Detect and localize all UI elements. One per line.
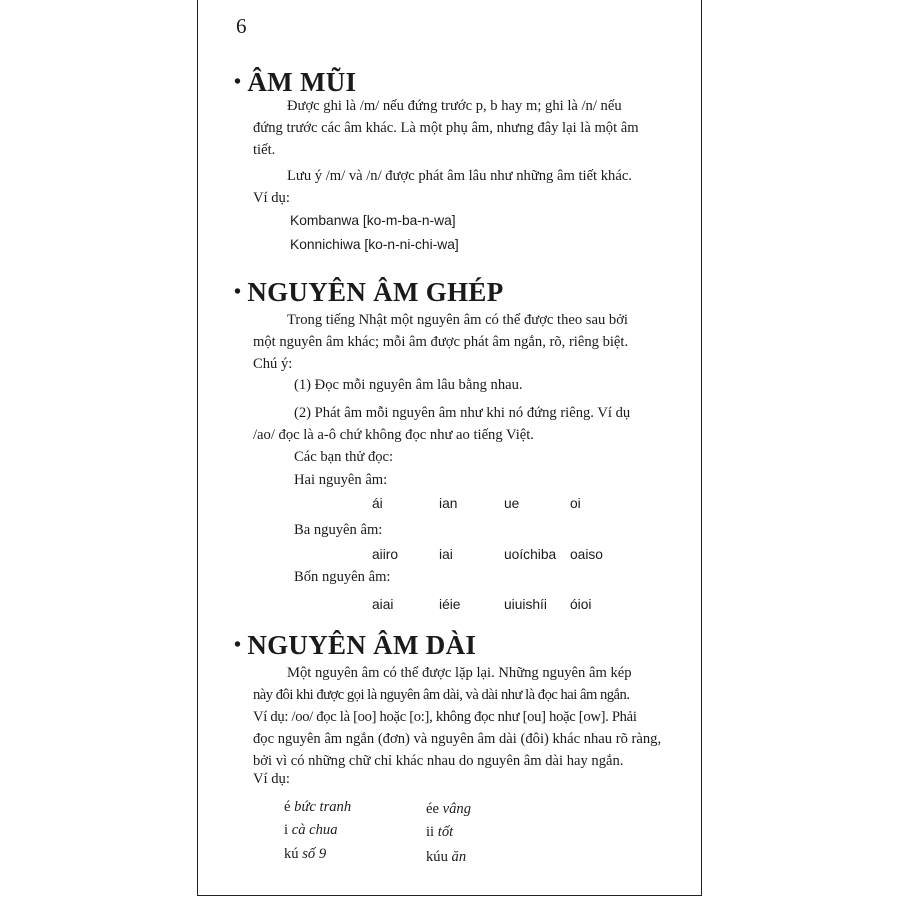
page-number: 6 bbox=[236, 14, 247, 38]
four-vowel-word: óioi bbox=[570, 597, 592, 612]
heading-nguyen-am-ghep: • NGUYÊN ÂM GHÉP bbox=[234, 277, 504, 307]
two-vowel-word: oi bbox=[570, 496, 581, 511]
short-vowel-word: kú số 9 bbox=[284, 846, 327, 862]
long-vowel-word: ée vâng bbox=[426, 801, 471, 817]
short-vowel-word: é bức tranh bbox=[284, 799, 352, 815]
book-page bbox=[197, 0, 702, 896]
three-vowel-word: aiiro bbox=[372, 547, 399, 562]
three-vowel-word: iai bbox=[439, 547, 453, 562]
four-vowel-word: aiai bbox=[372, 597, 394, 612]
three-vowel-word: oaiso bbox=[570, 547, 603, 562]
bullet-icon: • bbox=[234, 71, 242, 93]
am-mui-paragraph-2: Lưu ý /m/ và /n/ được phát âm lâu như những âm tiết khác. Ví dụ: bbox=[253, 168, 632, 206]
ghep-note-1: (1) Đọc mỗi nguyên âm lâu bằng nhau. bbox=[294, 377, 523, 393]
three-vowels-label: Ba nguyên âm: bbox=[294, 522, 383, 538]
four-vowels-label: Bốn nguyên âm: bbox=[294, 569, 391, 585]
bullet-icon: • bbox=[234, 281, 242, 303]
four-vowel-word: uiuishíi bbox=[504, 597, 547, 612]
two-vowel-word: ái bbox=[372, 496, 383, 511]
example-kombanwa: Kombanwa [ko-m-ba-n-wa] bbox=[290, 213, 456, 228]
two-vowel-word: ue bbox=[504, 496, 520, 511]
ghep-paragraph-1: Trong tiếng Nhật một nguyên âm có thể được theo sau bởi một nguyên âm khác; mỗi âm được phát âm ngắn, rõ, riêng biệt. Chú ý: bbox=[253, 312, 629, 372]
four-vowel-word: iéie bbox=[439, 597, 461, 612]
long-vowel-word: kúu ăn bbox=[426, 849, 467, 865]
long-vowel-word: ii tốt bbox=[426, 824, 454, 840]
dai-paragraph-1: Một nguyên âm có thể được lặp lại. Những nguyên âm kép này đôi khi được gọi là nguyên âm dài, và dài như là đọc hai âm ngắn. Ví dụ: /oo/ đọc là [oo] hoặc [o:], không đọc như [ou] hoặc [ow]. Phải đọc nguyên âm ngắn (đơn) và nguyên âm dài (đôi) khác nhau rõ ràng, bởi vì có những chữ chỉ khác nhau do nguyên âm dài hay ngắn. bbox=[253, 665, 662, 769]
two-vowel-word: ian bbox=[439, 496, 458, 511]
example-konnichiwa: Konnichiwa [ko-n-ni-chi-wa] bbox=[290, 237, 459, 252]
ghep-note-2: (2) Phát âm mỗi nguyên âm như khi nó đứng riêng. Ví dụ /ao/ đọc là a-ô chứ không đọc như ao tiếng Việt. bbox=[253, 405, 631, 443]
short-vowel-word: i cà chua bbox=[284, 822, 338, 838]
try-reading-label: Các bạn thử đọc: bbox=[294, 449, 394, 465]
three-vowel-word: uoíchiba bbox=[504, 547, 557, 562]
bullet-icon: • bbox=[234, 634, 242, 656]
two-vowels-label: Hai nguyên âm: bbox=[294, 472, 388, 488]
am-mui-paragraph-1: Được ghi là /m/ nếu đứng trước p, b hay m; ghi là /n/ nếu đứng trước các âm khác. Là một phụ âm, nhưng đây lại là một âm tiết. bbox=[253, 98, 639, 158]
heading-nguyen-am-dai: • NGUYÊN ÂM DÀI bbox=[234, 630, 477, 660]
dai-example-label: Ví dụ: bbox=[253, 771, 290, 787]
heading-am-mui: • ÂM MŨI bbox=[234, 67, 357, 97]
